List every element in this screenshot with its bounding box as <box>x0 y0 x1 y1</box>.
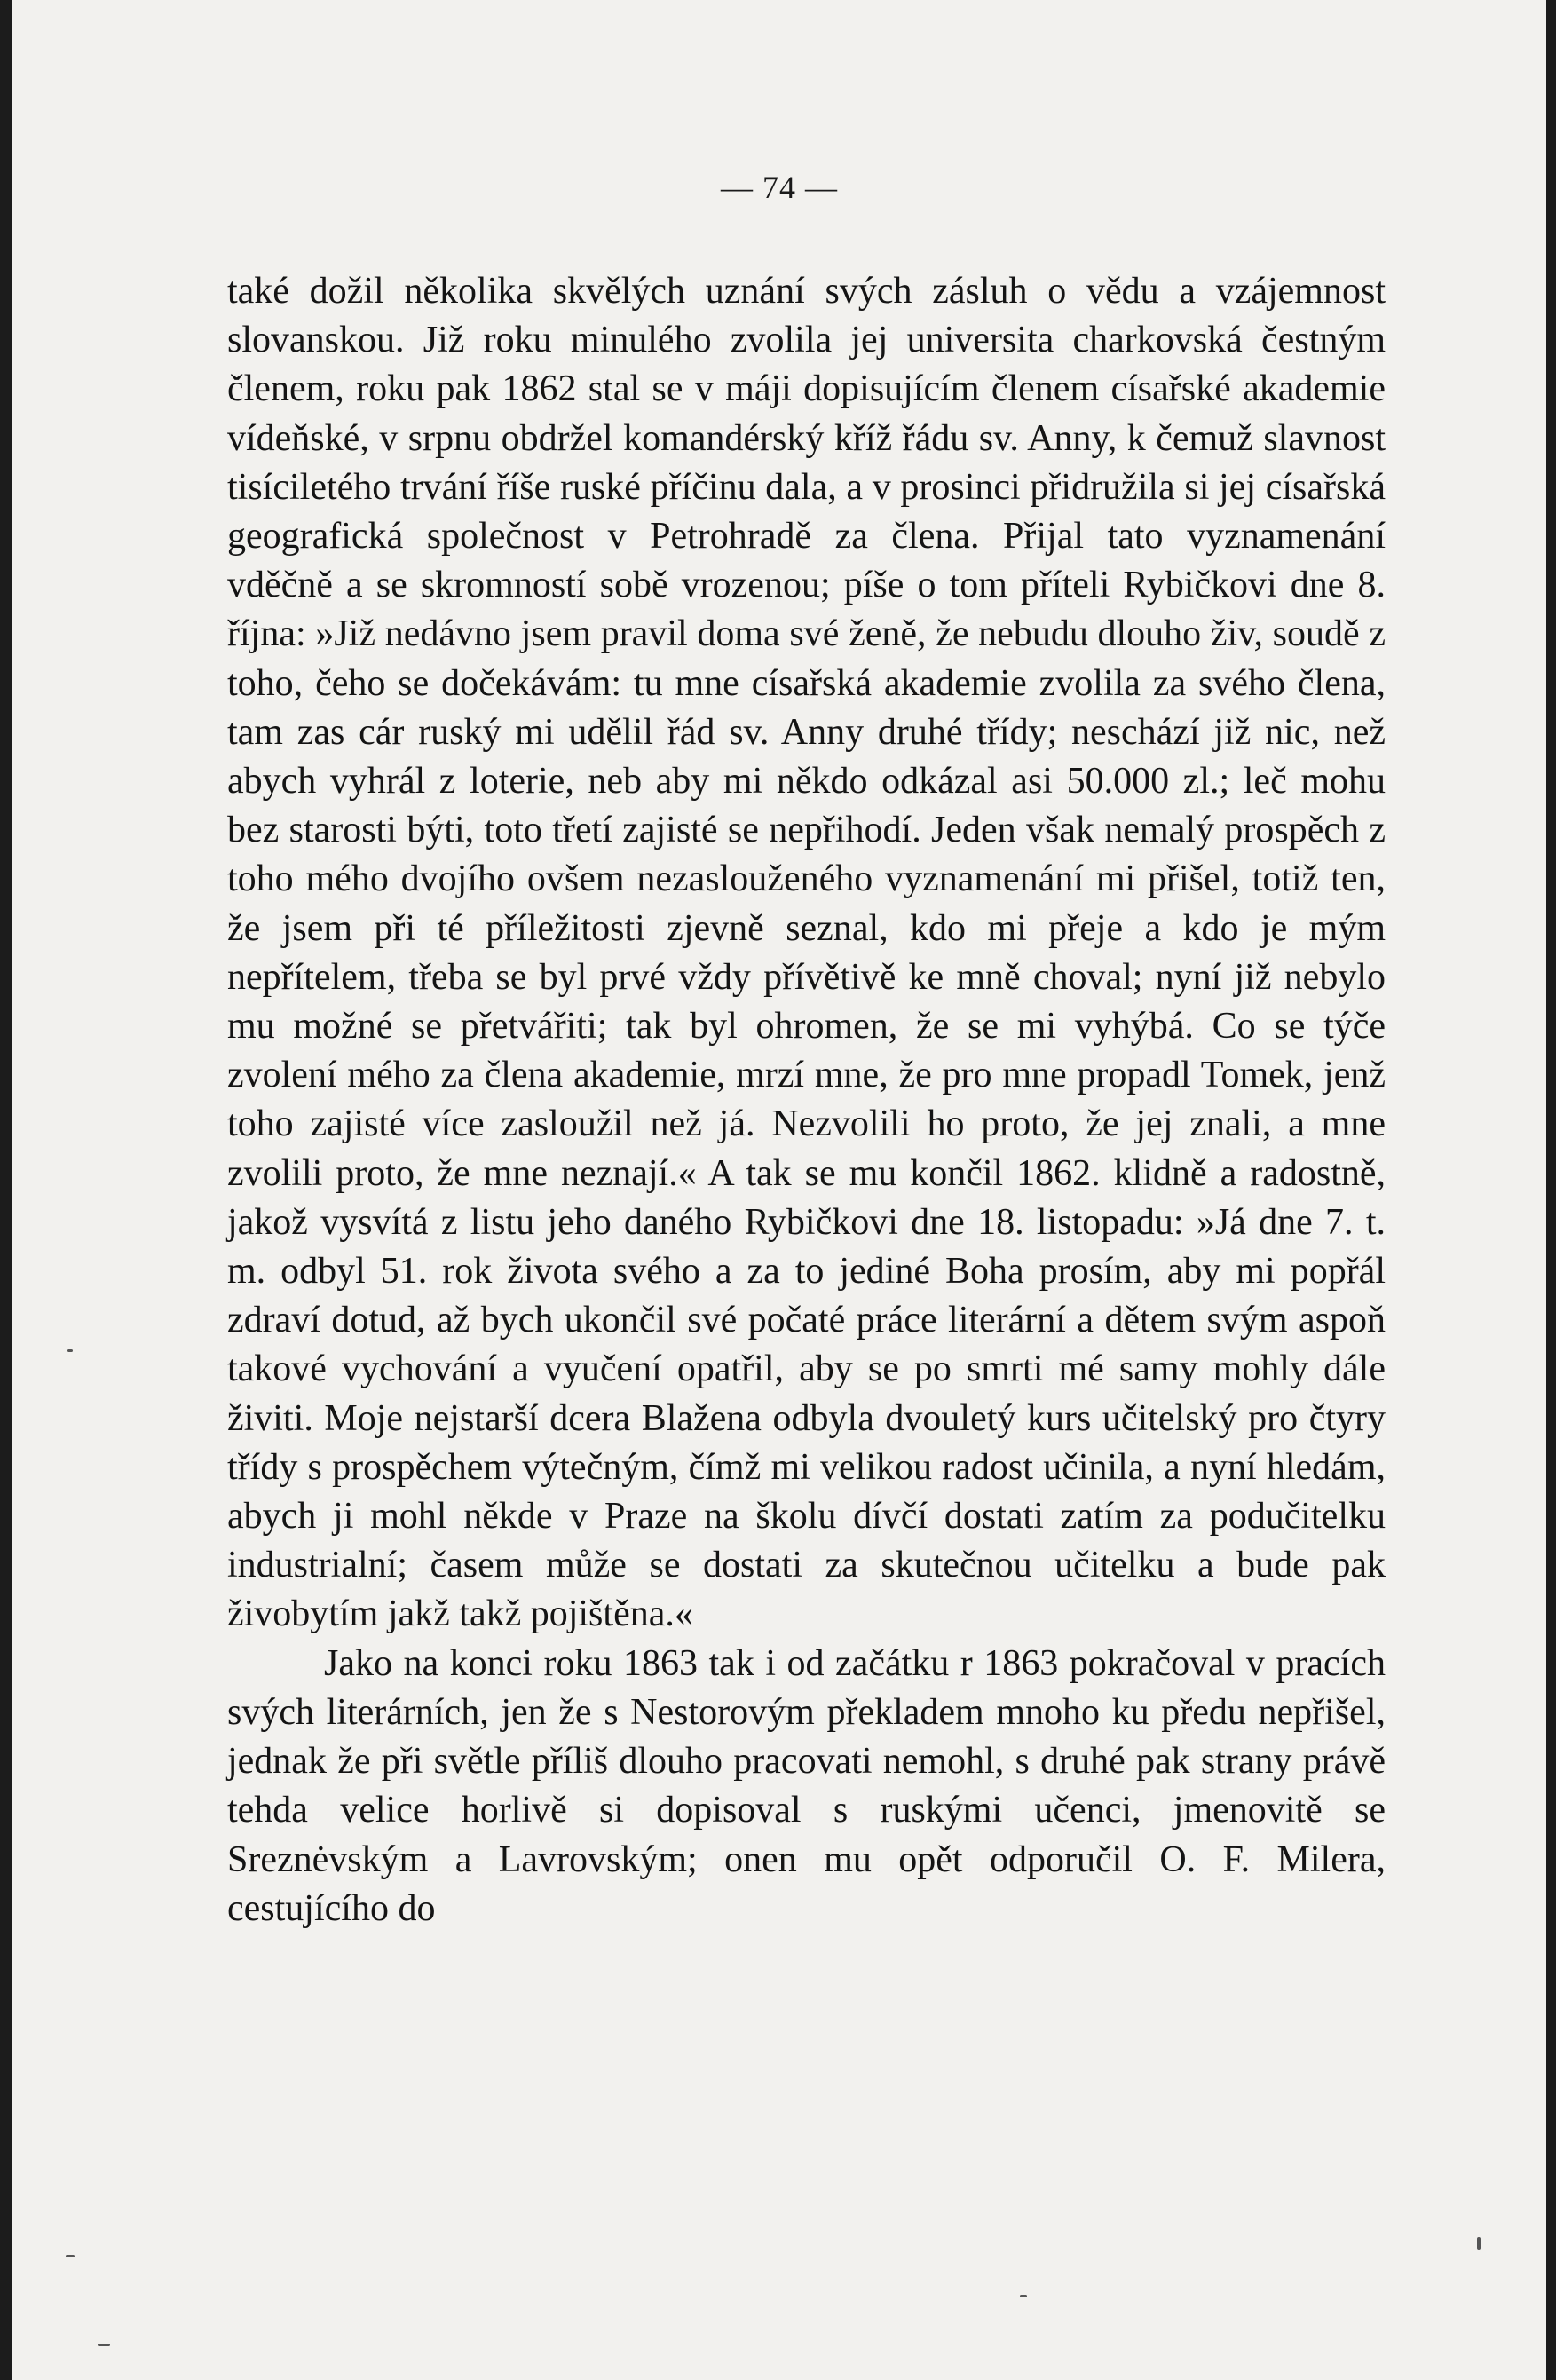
book-page <box>12 0 1546 2380</box>
scan-speck <box>66 2255 75 2257</box>
paragraph-1: také dožil několika skvělých uznání svých zásluh o vědu a vzájemnost slovanskou. Již roku minulého zvolila jej universita charkovská čestným členem, roku pak 1862 stal se v máji dopisujícím členem císařské akademie vídeňské, v srpnu obdržel komandérský kříž řádu sv. Anny, k čemuž slavnost tisíciletého trvání říše ruské příčinu dala, a v prosinci přidružila si jej císařská geografická společnost v Petrohradě za člena. Přijal tato vyznamenání vděčně a se skromností sobě vrozenou; píše o tom příteli Rybičkovi dne 8. října: »Již nedávno jsem pravil doma své ženě, že nebudu dlouho živ, soudě z toho, čeho se dočekávám: tu mne císařská akademie zvolila za svého člena, tam zas cár ruský mi udělil řád sv. Anny druhé třídy; neschází již nic, než abych vyhrál z loterie, neb aby mi někdo odkázal asi 50.000 zl.; leč mohu bez starosti býti, toto třetí zajisté se nepřihodí. Jeden však nemalý prospěch z toho mého dvojího ovšem nezaslouženého vyznamenání mi přišel, totiž ten, že jsem při té příležitosti zjevně seznal, kdo mi přeje a kdo je mým nepřítelem, třeba se byl prvé vždy přívětivě ke mně choval; nyní již nebylo mu možné se přetvářiti; tak byl ohromen, že se mi vyhýbá. Co se týče zvolení mého za člena akademie, mrzí mne, že pro mne propadl Tomek, jenž toho zajisté více zasloužil než já. Nezvolili ho proto, že jej znali, a mne zvolili proto, že mne neznají.« A tak se mu končil 1862. klidně a radostně, jakož vysvítá z listu jeho daného Rybičkovi dne 18. listopadu: »Já dne 7. t. m. odbyl 51. rok života svého a za to jediné Boha prosím, aby mi popřál zdraví dotud, až bych ukončil své počaté práce literární a dětem svým aspoň takové vychování a vyučení opatřil, aby se po smrti mé samy mohly dále živiti. Moje nejstarší dcera Blažena odbyla dvouletý kurs učitelský pro čtyry třídy s prospěchem výtečným, čímž mi velikou radost učinila, a nyní hledám, abych ji mohl někde v Praze na školu dívčí dostati zatím za podučitelku industrialní; časem může se dostati za skutečnou učitelku a bude pak živobytím jakž takž pojištěna.« <box>227 271 1386 1635</box>
paragraph-2: Jako na konci roku 1863 tak i od začátku r 1863 pokračoval v pracích svých literárních, jen že s Nestorovým překladem mnoho ku předu nepřišel, jednak že při světle příliš dlouho pracovati nemohl, s druhé pak strany právě tehda velice horlivě si dopisoval s ruskými učenci, jmenovitě se Sreznėvským a Lavrovským; onen mu opět odporučil O. F. Milera, cestujícího do <box>227 1642 1386 1929</box>
body-text <box>227 267 1386 1933</box>
scan-speck <box>98 2344 110 2346</box>
scan-speck <box>1020 2295 1027 2297</box>
scan-speck <box>67 1349 73 1352</box>
scan-speck <box>1477 2237 1481 2250</box>
page-number: — 74 — <box>721 170 838 205</box>
